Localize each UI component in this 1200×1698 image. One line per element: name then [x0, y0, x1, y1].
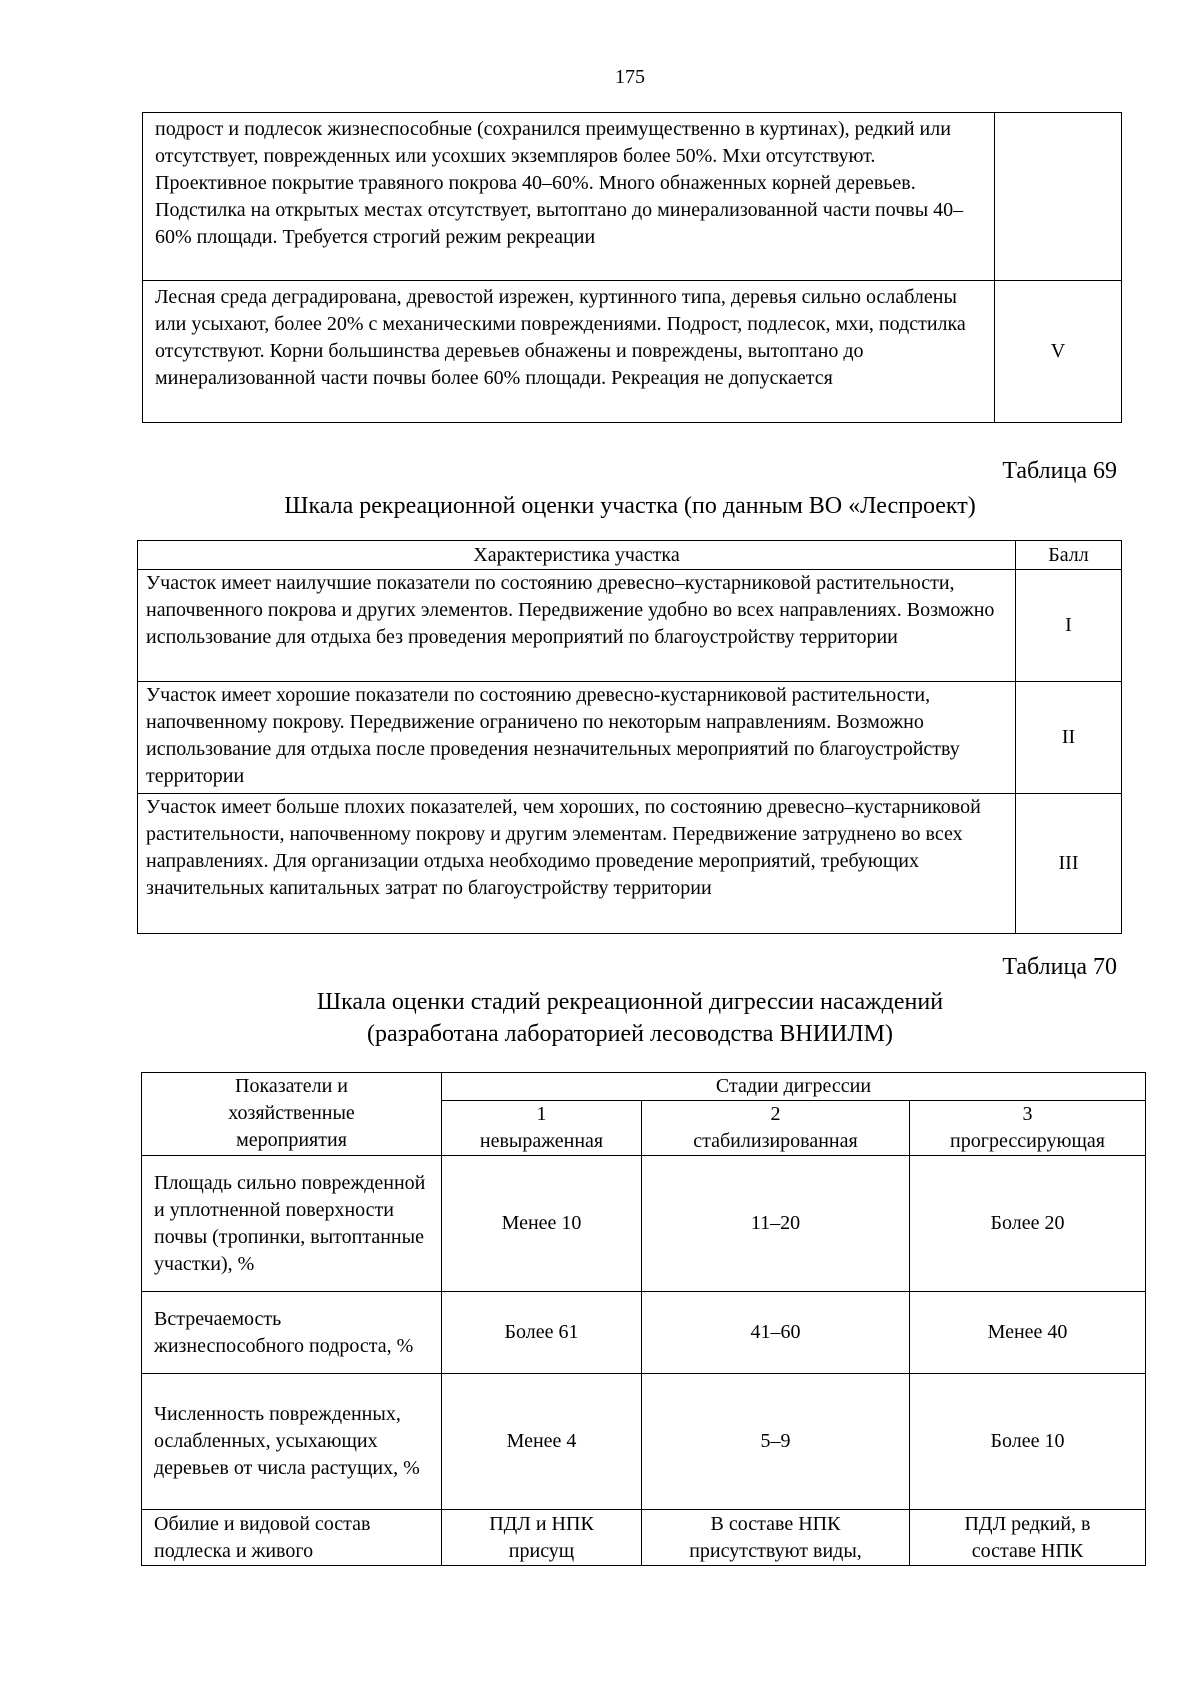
table-70-title-line2: (разработана лабораторией лесоводства ВНИИЛМ) [367, 1021, 893, 1047]
table-69-title: Шкала рекреационной оценки участка (по данным ВО «Леспроект) [284, 493, 976, 519]
table-cell-stage-1: ПДЛ и НПК присущ [442, 1510, 642, 1566]
header-stage-1 [442, 1101, 642, 1156]
table-row [142, 1292, 1146, 1374]
header-stage-2 [642, 1101, 910, 1156]
table-cell-stage-2: 41–60 [642, 1292, 910, 1374]
page-number: 175 [615, 66, 645, 88]
table-cell-description: Участок имеет хорошие показатели по состоянию древесно-кустарниковой растительности, напочвенному покрову. Передвижение ограничено по некоторым направлениям. Возможно использование для отдыха после проведения незначительных мероприятий по благоустройству территории [138, 682, 1016, 794]
table-cell-indicator: Численность поврежденных, ослабленных, усыхающих деревьев от числа растущих, % [142, 1374, 442, 1510]
table-69 [137, 540, 1122, 934]
table-70-title [140, 986, 1120, 1050]
table-cell-description: Участок имеет наилучшие показатели по состоянию древесно–кустарниковой растительности, напочвенного покрова и других элементов. Передвижение удобно во всех направлениях. Возможно использование для отдыха без проведения мероприятий по благоустройству территории [138, 570, 1016, 682]
table-cell-description: подрост и подлесок жизнеспособные (сохранился преимущественно в куртинах), редкий или отсутствует, поврежденных или усохших экземпляров более 50%. Мхи отсутствуют. Проективное покрытие травяного покрова 40–60%. Много обнаженных корней деревьев. Подстилка на открытых местах отсутствует, вытоптано до минерализованной части почвы 40–60% площади. Требуется строгий режим рекреации [143, 113, 995, 281]
table-cell-score: II [1016, 682, 1122, 794]
table-cell-stage-3: Более 10 [910, 1374, 1146, 1510]
table-70-label: Таблица 70 [1002, 954, 1117, 980]
table-cell-score: I [1016, 570, 1122, 682]
header-characteristic: Характеристика участка [138, 541, 1016, 570]
table-row [138, 682, 1122, 794]
table-cell-description: Лесная среда деградирована, древостой изрежен, куртинного типа, деревья сильно ослаблены или усыхают, более 20% с механическими повреждениями. Подрост, подлесок, мхи, подстилка отсутствуют. Корни большинства деревьев обнажены и повреждены, вытоптано до минерализованной части почвы более 60% площади. Рекреация не допускается [143, 281, 995, 423]
table-cell-indicator: Встречаемость жизнеспособного подроста, % [142, 1292, 442, 1374]
table-row [142, 1510, 1146, 1566]
table-70-title-line1: Шкала оценки стадий рекреационной дигрессии насаждений [316, 989, 944, 1015]
table-row [143, 113, 1122, 281]
table-cell-stage-1: Более 61 [442, 1292, 642, 1374]
table-cell-stage-1: Менее 4 [442, 1374, 642, 1510]
table-69-label: Таблица 69 [1002, 458, 1117, 484]
table-cell-indicator: Площадь сильно поврежденной и уплотненной поверхности почвы (тропинки, вытоптанные участки), % [142, 1156, 442, 1292]
table-row [138, 570, 1122, 682]
stage-3-number: 3 [1022, 1103, 1033, 1125]
table-row [138, 794, 1122, 934]
stage-2-number: 2 [770, 1103, 781, 1125]
stage-3-name: прогрессирующая [950, 1130, 1105, 1152]
header-stage-3 [910, 1101, 1146, 1156]
stage-1-number: 1 [536, 1103, 547, 1125]
stage-2-name: стабилизированная [693, 1130, 858, 1152]
table-continuation [142, 112, 1122, 423]
table-cell-stage-2: 11–20 [642, 1156, 910, 1292]
table-header-row [142, 1073, 1146, 1101]
table-cell-description: Участок имеет больше плохих показателей, чем хороших, по состоянию древесно–кустарниковой растительности, напочвенному покрову и другим элементам. Передвижение затруднено во всех направлениях. Для организации отдыха необходимо проведение мероприятий, требующих значительных капитальных затрат по благоустройству территории [138, 794, 1016, 934]
table-70 [141, 1072, 1146, 1566]
table-cell-stage-3: Более 20 [910, 1156, 1146, 1292]
table-cell-grade [995, 113, 1122, 281]
table-cell-score: III [1016, 794, 1122, 934]
stage-1-name: невыраженная [479, 1130, 604, 1152]
table-row [142, 1374, 1146, 1510]
header-score: Балл [1016, 541, 1122, 570]
table-cell-grade: V [995, 281, 1122, 423]
header-indicators: Показатели и хозяйственные мероприятия [142, 1073, 442, 1156]
header-stages: Стадии дигрессии [442, 1073, 1146, 1101]
table-cell-stage-1: Менее 10 [442, 1156, 642, 1292]
table-cell-stage-3: ПДЛ редкий, в составе НПК [910, 1510, 1146, 1566]
table-cell-indicator: Обилие и видовой состав подлеска и живого [142, 1510, 442, 1566]
table-cell-stage-3: Менее 40 [910, 1292, 1146, 1374]
table-cell-stage-2: 5–9 [642, 1374, 910, 1510]
table-row [143, 281, 1122, 423]
table-row [142, 1156, 1146, 1292]
table-header-row [138, 541, 1122, 570]
table-cell-stage-2: В составе НПК присутствуют виды, [642, 1510, 910, 1566]
